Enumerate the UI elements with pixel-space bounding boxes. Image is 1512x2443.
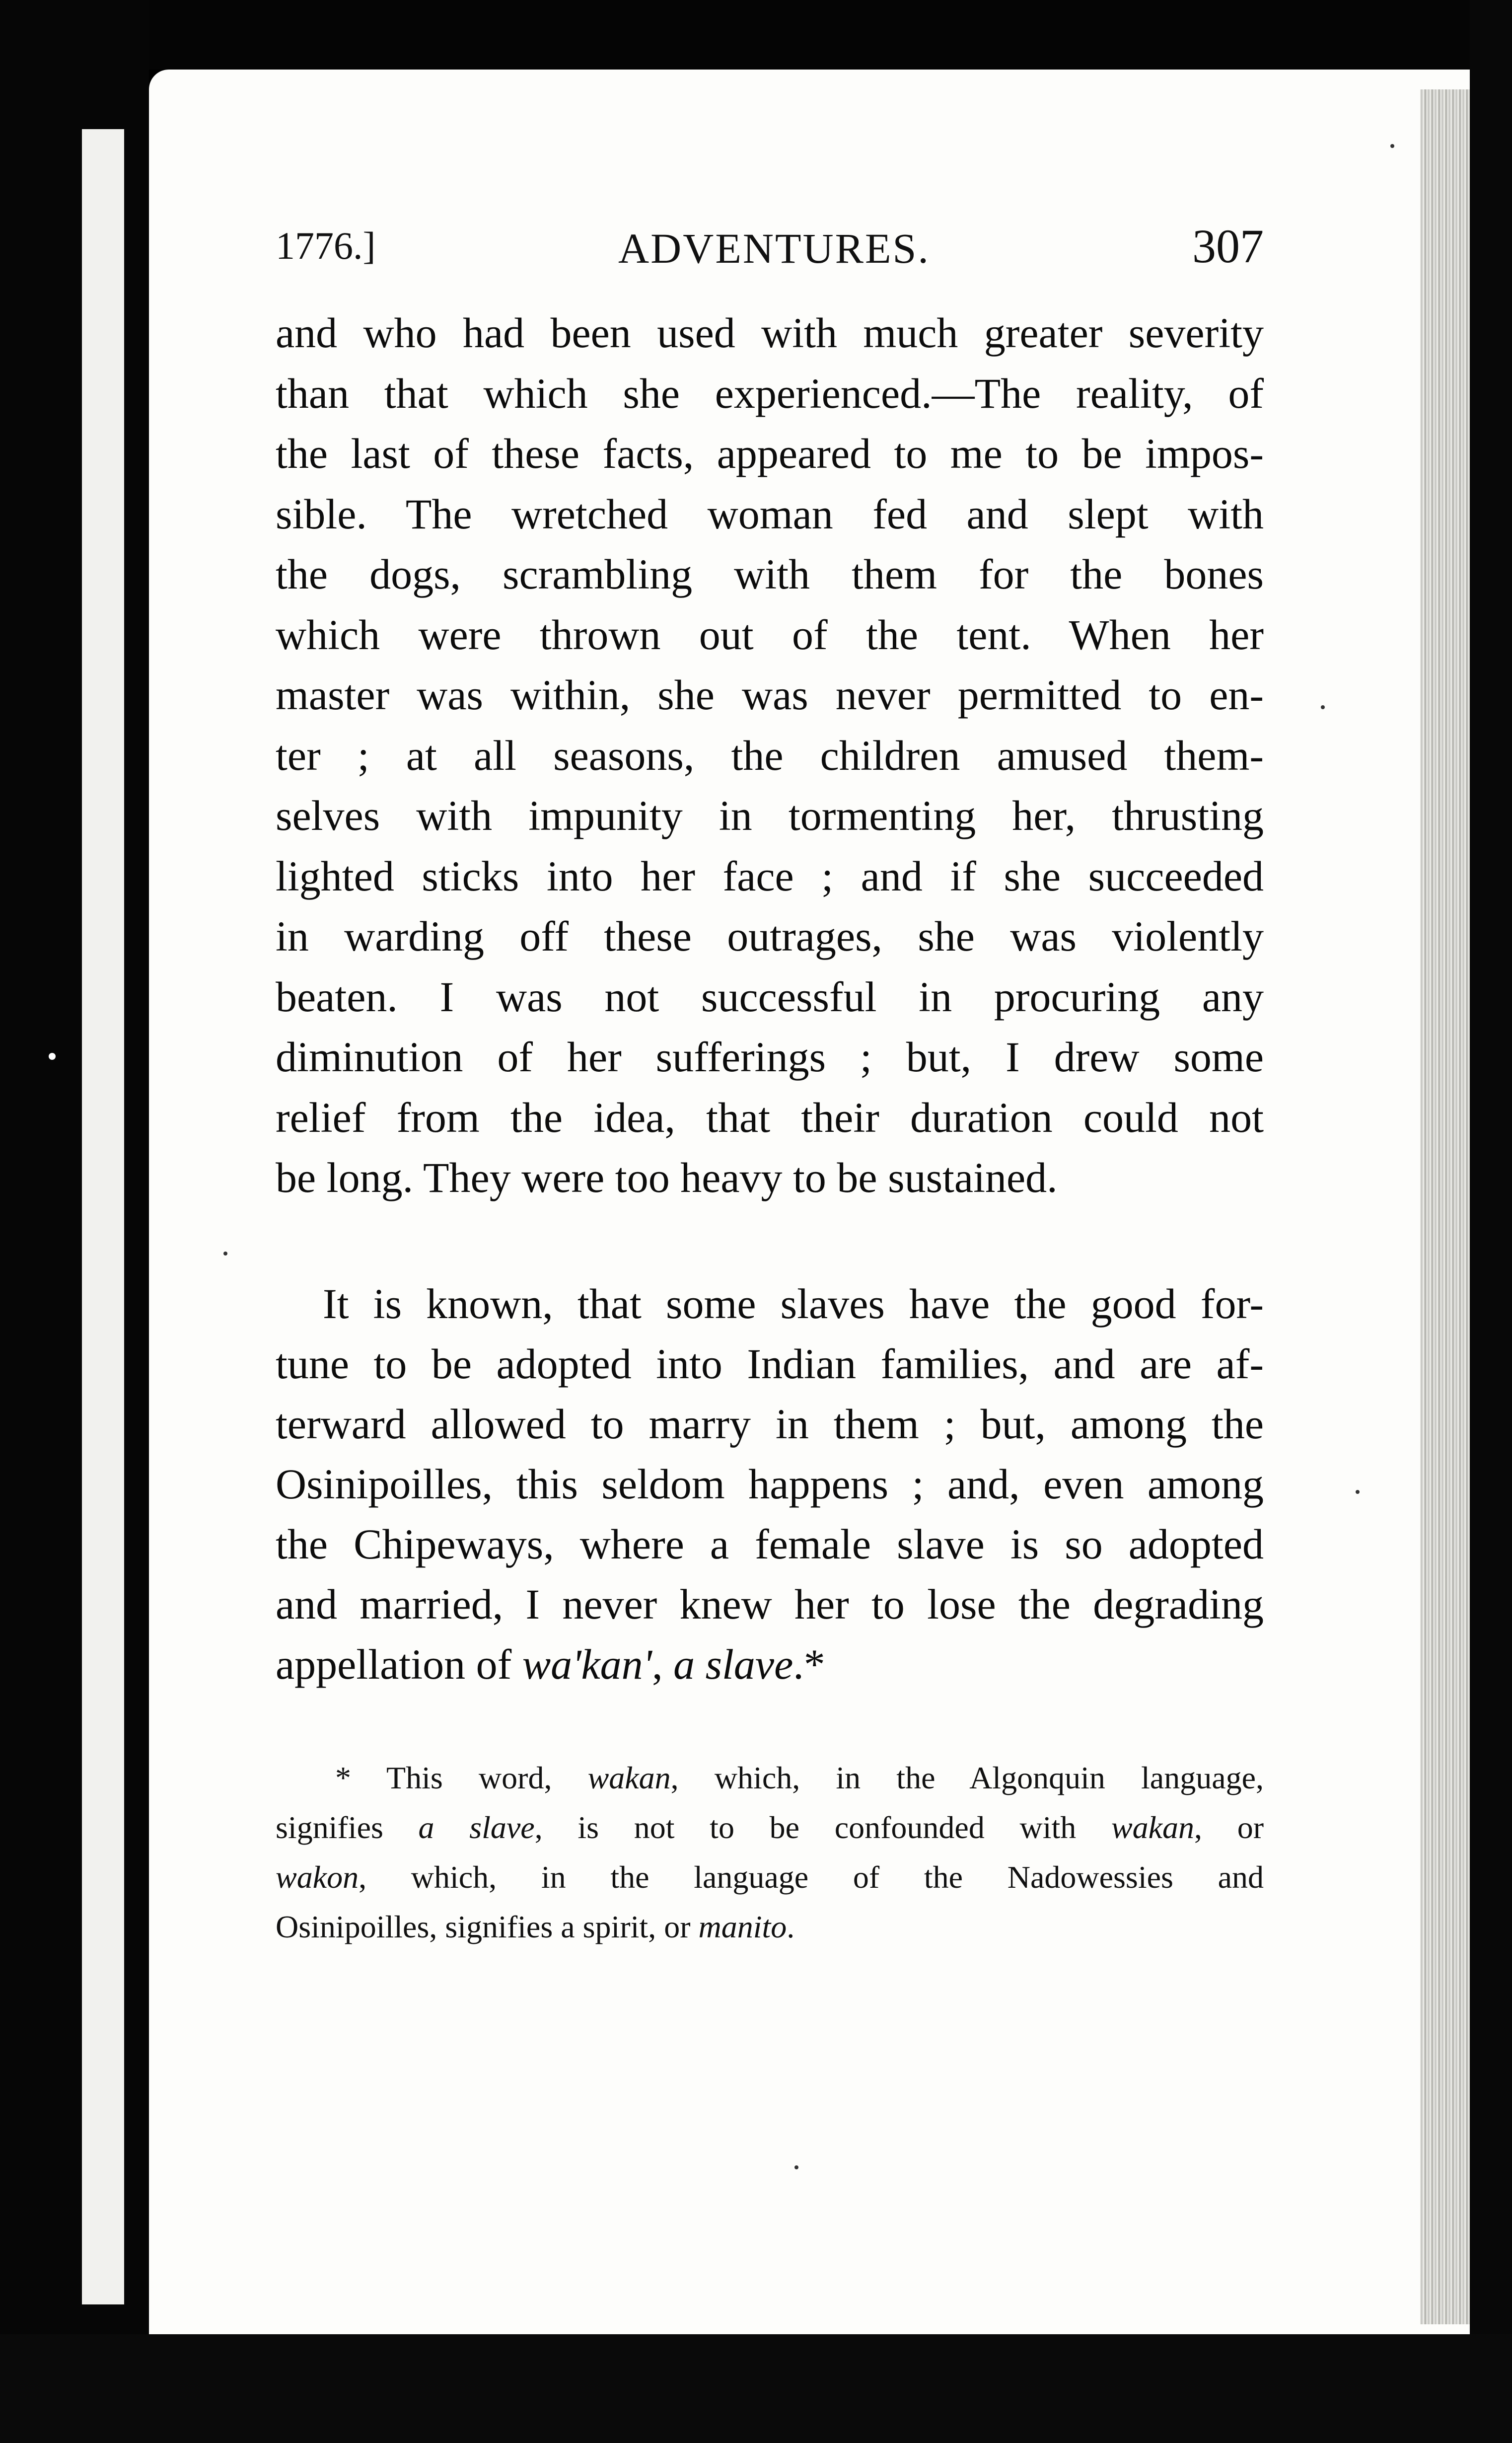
- text-line: which were thrown out of the tent. When her: [276, 610, 1264, 659]
- italic-term: a slave: [418, 1810, 535, 1845]
- text-line: lighted sticks into her face ; and if she succeeded: [276, 852, 1264, 900]
- text-line: master was within, she was never permitted to en-: [276, 671, 1264, 719]
- text-fragment: Osinipoilles, signifies a spirit, or: [276, 1909, 699, 1944]
- running-header: [276, 214, 1264, 273]
- text-line: the last of these facts, appeared to me to be impos-: [276, 430, 1264, 477]
- scan-border-left: [0, 0, 149, 2443]
- italic-term: a slave: [673, 1640, 793, 1688]
- text-line: beaten. I was not successful in procuring any: [276, 972, 1264, 1021]
- header-title: ADVENTURES.: [618, 224, 930, 272]
- italic-term: wa'kan': [522, 1640, 652, 1688]
- text-line: in warding off these outrages, she was violently: [276, 912, 1264, 960]
- facing-page-edge: [82, 129, 124, 2304]
- text-line: It is known, that some slaves have the good for-: [323, 1280, 1264, 1328]
- text-fragment: ,: [652, 1640, 674, 1688]
- text-line: selves with impunity in tormenting her, thrusting: [276, 792, 1264, 839]
- scan-border-right: [1470, 0, 1512, 2443]
- speck: [223, 1252, 227, 1256]
- text-fragment: .: [787, 1909, 795, 1944]
- text-line: diminution of her sufferings ; but, I drew some: [276, 1033, 1264, 1081]
- header-year: 1776.]: [276, 224, 376, 267]
- page-stack-edge: [1420, 89, 1470, 2324]
- footnote-marker: .*: [793, 1640, 825, 1688]
- text-line: be long. They were too heavy to be sustained.: [276, 1154, 1058, 1201]
- page-number: 307: [1192, 220, 1264, 273]
- scan-border-top: [0, 0, 1512, 70]
- text-line: Osinipoilles, this seldom happens ; and, even among: [276, 1460, 1264, 1508]
- text-fragment: appellation of: [276, 1640, 522, 1688]
- footnote-line: [276, 1902, 1264, 1952]
- text-fragment: , which, in the Algonquin language,: [670, 1760, 1264, 1795]
- footnote-line: [276, 1852, 1264, 1902]
- footnote-line: [276, 1753, 1264, 1803]
- italic-term: wakan: [1111, 1810, 1195, 1845]
- text-fragment: , which, in the language of the Nadowessies and: [359, 1859, 1264, 1895]
- speck: [49, 1053, 56, 1060]
- footnote-line: [276, 1803, 1264, 1852]
- text-fragment: , or: [1194, 1810, 1264, 1845]
- text-fragment: , is not to be confounded with: [534, 1810, 1111, 1845]
- text-line: and who had been used with much greater severity: [276, 309, 1264, 357]
- text-fragment: signifies: [276, 1810, 419, 1845]
- speck: [1321, 705, 1325, 709]
- text-line: than that which she experienced.—The reality, of: [276, 369, 1264, 417]
- text-line-last: [276, 1634, 1264, 1695]
- text-line: the Chipeways, where a female slave is so adopted: [276, 1520, 1264, 1568]
- speck: [794, 2165, 798, 2169]
- text-line: terward allowed to marry in them ; but, among the: [276, 1400, 1264, 1448]
- italic-term: wakan: [587, 1760, 671, 1795]
- paragraph-1: [276, 303, 1264, 1208]
- text-line: sible. The wretched woman fed and slept with: [276, 490, 1264, 538]
- text-line: relief from the idea, that their duration could not: [276, 1093, 1264, 1141]
- text-line: the dogs, scrambling with them for the bones: [276, 550, 1264, 598]
- text-line: ter ; at all seasons, the children amused them-: [276, 731, 1264, 779]
- paragraph-2: [276, 1274, 1264, 1695]
- scan-border-bottom: [0, 2334, 1512, 2443]
- speck: [1390, 144, 1394, 148]
- text-line: and married, I never knew her to lose the degrading: [276, 1580, 1264, 1628]
- italic-term: wakon: [276, 1859, 359, 1895]
- footnote: [276, 1753, 1264, 1952]
- text-line: tune to be adopted into Indian families, and are af-: [276, 1340, 1264, 1388]
- italic-term: manito: [698, 1909, 787, 1944]
- speck: [1356, 1490, 1360, 1494]
- text-fragment: * This word,: [335, 1760, 588, 1795]
